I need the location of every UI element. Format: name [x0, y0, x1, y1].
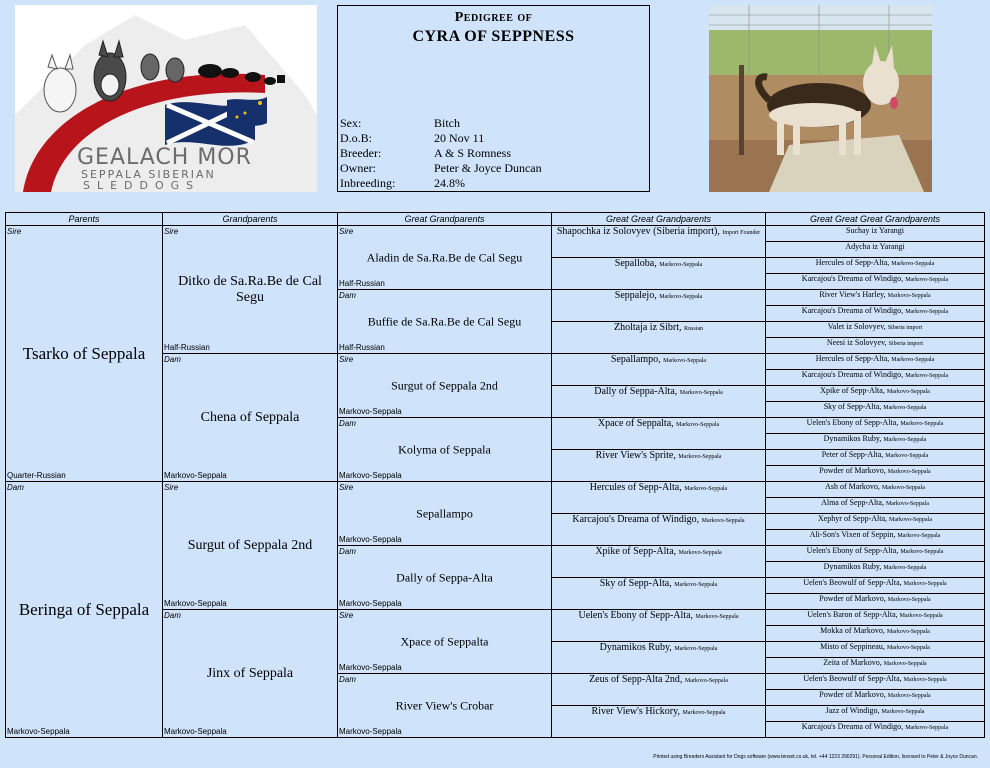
- breed-label: Markovo-Seppala: [899, 613, 943, 619]
- breed-label: Markovo-Seppala: [339, 471, 402, 480]
- dog-name: Karcajou's Dreama of Windigo,: [572, 514, 700, 525]
- breed-label: Markovo-Seppala: [891, 357, 935, 363]
- dog-name: Xpace of Seppalta,: [597, 418, 674, 429]
- dog-name: Sepallampo,: [610, 354, 661, 365]
- table-row: [6, 482, 985, 498]
- detail-value: Peter & Joyce Duncan: [434, 161, 542, 175]
- breed-label: Markovo-Seppala: [887, 469, 931, 475]
- breed-label: Markovo-Seppala: [887, 293, 931, 299]
- role-label: Dam: [7, 483, 24, 492]
- dog-name: Uelen's Ebony of Sepp-Alta,: [578, 610, 694, 621]
- dog-photo: [709, 5, 932, 192]
- ggg-grandparent-cell: [766, 322, 985, 338]
- ggg-grandparent-cell: [766, 338, 985, 354]
- dog-name: Xpace of Seppalta: [400, 634, 489, 648]
- great-grandparent-cell: [338, 290, 552, 354]
- dog-name: Hercules of Sepp-Alta,: [589, 482, 682, 493]
- dog-name: Buffie de Sa.Ra.Be de Cal Segu: [367, 314, 522, 328]
- ggg-grandparent-cell: [766, 482, 985, 498]
- breed-label: Markovo-Seppala: [659, 294, 703, 300]
- gg-grandparent-cell: [552, 418, 766, 450]
- grandparent-cell: [163, 226, 338, 354]
- breed-label: Markovo-Seppala: [676, 422, 720, 428]
- breed-label: Half-Russian: [164, 343, 210, 352]
- breed-label: Markovo-Seppala: [881, 709, 925, 715]
- dog-name: Ditko de Sa.Ra.Be de Cal Segu: [178, 273, 322, 305]
- ggg-grandparent-cell: [766, 562, 985, 578]
- kennel-logo: [15, 5, 317, 192]
- gg-grandparent-cell: [552, 354, 766, 386]
- breed-label: Markovo-Seppala: [678, 550, 722, 556]
- dog-name: Zholtaja iz Sibrt,: [613, 322, 682, 333]
- breed-label: Markovo-Seppala: [164, 599, 227, 608]
- breed-label: Markovo-Seppala: [887, 693, 931, 699]
- ggg-grandparent-cell: [766, 226, 985, 242]
- breed-label: Markovo-Seppala: [164, 727, 227, 736]
- detail-key: Owner:: [340, 161, 376, 175]
- breed-label: Markovo-Seppala: [905, 277, 949, 283]
- detail-key: Sex:: [340, 116, 362, 130]
- breed-label: Markovo-Seppala: [897, 533, 941, 539]
- breed-label: Import Founder: [722, 230, 761, 236]
- dog-name: Mokka of Markovo,: [820, 626, 885, 635]
- dog-name: Ali-Son's Vixen of Seppin,: [809, 530, 896, 539]
- gg-grandparent-cell: [552, 514, 766, 546]
- dog-name: Sky of Sepp-Alta,: [823, 402, 882, 411]
- ggg-grandparent-cell: [766, 498, 985, 514]
- footer-note: Printed using Breeders Assistant for Dogs software (www.tenset.co.uk, tel. +44 1223 290291). Personal Edition, licensed to Peter & Joyce Duncan.: [653, 754, 978, 760]
- breed-label: Markovo-Seppala: [891, 261, 935, 267]
- ggg-grandparent-cell: [766, 626, 985, 642]
- dog-name: Alma of Sepp-Alta,: [821, 498, 884, 507]
- role-label: Sire: [339, 611, 354, 620]
- breed-label: Markovo-Seppala: [682, 710, 726, 716]
- detail-key: Inbreeding:: [340, 176, 396, 190]
- dog-name: Jazz of Windigo,: [825, 706, 880, 715]
- breed-label: Markovo-Seppala: [679, 390, 723, 396]
- gg-grandparent-cell: [552, 482, 766, 514]
- breed-label: Markovo-Seppala: [905, 725, 949, 731]
- breed-label: Markovo-Seppala: [900, 421, 944, 427]
- ggg-grandparent-cell: [766, 434, 985, 450]
- role-label: Sire: [339, 355, 354, 364]
- dog-photo-graphic: [709, 5, 932, 192]
- dog-name: Sepallampo: [416, 506, 473, 520]
- detail-row: [340, 176, 542, 191]
- dog-name: Ash of Markovo,: [825, 482, 880, 491]
- dog-name: Karcajou's Dreama of Windigo,: [801, 370, 904, 379]
- breed-label: Quarter-Russian: [7, 471, 66, 480]
- gg-grandparent-cell: [552, 258, 766, 290]
- breed-label: Siberia import: [888, 341, 924, 347]
- gg-grandparent-cell: [552, 706, 766, 738]
- breed-label: Markovo-Seppala: [678, 454, 722, 460]
- breed-label: Half-Russian: [339, 343, 385, 352]
- header-ggg-grandparents: Great Great Great Grandparents: [766, 213, 985, 226]
- role-label: Dam: [339, 675, 356, 684]
- detail-row: [340, 161, 542, 176]
- dog-name: Karcajou's Dreama of Windigo,: [801, 722, 904, 731]
- breed-label: Markovo-Seppala: [886, 389, 930, 395]
- breed-label: Markovo-Seppala: [339, 535, 402, 544]
- pedigree-body: [6, 226, 985, 738]
- ggg-grandparent-cell: [766, 578, 985, 594]
- breed-label: Markovo-Seppala: [885, 501, 929, 507]
- dog-name: Uelen's Baron of Sepp-Alta,: [807, 610, 898, 619]
- ggg-grandparent-cell: [766, 610, 985, 626]
- breed-label: Markovo-Seppala: [695, 614, 739, 620]
- ggg-grandparent-cell: [766, 258, 985, 274]
- gg-grandparent-cell: [552, 290, 766, 322]
- gg-grandparent-cell: [552, 226, 766, 258]
- breed-label: Markovo-Seppala: [900, 549, 944, 555]
- ggg-grandparent-cell: [766, 242, 985, 258]
- ggg-grandparent-cell: [766, 354, 985, 370]
- role-label: Dam: [164, 611, 181, 620]
- breed-label: Markovo-Seppala: [883, 437, 927, 443]
- detail-key: D.o.B:: [340, 131, 373, 145]
- breed-label: Markovo-Seppala: [887, 597, 931, 603]
- breed-label: Markovo-Seppala: [684, 486, 728, 492]
- ggg-grandparent-cell: [766, 418, 985, 434]
- breed-label: Markovo-Seppala: [339, 727, 402, 736]
- dog-name: Xpike of Sepp-Alta,: [595, 546, 677, 557]
- dog-name: Peter of Sepp-Alta,: [821, 450, 884, 459]
- dog-name: River View's Hickory,: [591, 706, 680, 717]
- breed-label: Markovo-Seppala: [701, 518, 745, 524]
- great-grandparent-cell: [338, 610, 552, 674]
- dog-name: Uelen's Beowulf of Sepp-Alta,: [803, 578, 902, 587]
- role-label: Dam: [164, 355, 181, 364]
- great-grandparent-cell: [338, 418, 552, 482]
- breed-label: Markovo-Seppala: [886, 629, 930, 635]
- header-parents: Parents: [6, 213, 163, 226]
- dog-name: Dynamikos Ruby,: [599, 642, 672, 653]
- logo-line-3: SLEDDOGS: [83, 179, 201, 192]
- role-label: Dam: [339, 291, 356, 300]
- dog-name: Uelen's Ebony of Sepp-Alta,: [806, 418, 899, 427]
- dog-name: Chena of Seppala: [200, 409, 300, 425]
- ggg-grandparent-cell: [766, 690, 985, 706]
- dog-name: River View's Sprite,: [595, 450, 676, 461]
- ggg-grandparent-cell: [766, 386, 985, 402]
- dog-name: Powder of Markovo,: [819, 594, 886, 603]
- breed-label: Markovo-Seppala: [339, 599, 402, 608]
- breed-label: Markovo-Seppala: [885, 453, 929, 459]
- breed-label: Markovo-Seppala: [881, 485, 925, 491]
- breed-label: Markovo-Seppala: [164, 471, 227, 480]
- dog-name: Beringa of Seppala: [18, 599, 150, 619]
- breed-label: Russian: [683, 326, 703, 332]
- detail-row: [340, 146, 542, 161]
- grandparent-cell: [163, 354, 338, 482]
- dog-details: [340, 116, 542, 191]
- detail-row: [340, 131, 542, 146]
- role-label: Sire: [164, 483, 179, 492]
- breed-label: Markovo-Seppala: [659, 262, 703, 268]
- dog-name: Dynamikos Ruby,: [823, 434, 882, 443]
- dog-name: Surgut of Seppala 2nd: [187, 537, 313, 553]
- breed-label: Markovo-Seppala: [903, 677, 947, 683]
- dog-name: Dally of Seppa-Alta: [396, 570, 493, 584]
- dog-name: River View's Crobar: [395, 698, 494, 712]
- detail-value: Bitch: [434, 116, 460, 130]
- detail-row: [340, 116, 542, 131]
- gg-grandparent-cell: [552, 386, 766, 418]
- breed-label: Markovo-Seppala: [883, 565, 927, 571]
- ggg-grandparent-cell: [766, 706, 985, 722]
- header-grandparents: Grandparents: [163, 213, 338, 226]
- breed-label: Markovo-Seppala: [903, 581, 947, 587]
- breed-label: Siberia import: [887, 325, 923, 331]
- logo-line-1: GEALACH MOR: [77, 145, 252, 170]
- gg-grandparent-cell: [552, 610, 766, 642]
- table-header-row: [6, 213, 985, 226]
- dog-name: Misto of Seppineau,: [820, 642, 885, 651]
- table-row: [6, 226, 985, 242]
- ggg-grandparent-cell: [766, 546, 985, 562]
- ggg-grandparent-cell: [766, 514, 985, 530]
- ggg-grandparent-cell: [766, 674, 985, 690]
- dog-name: Uelen's Beowulf of Sepp-Alta,: [803, 674, 902, 683]
- ggg-grandparent-cell: [766, 466, 985, 482]
- ggg-grandparent-cell: [766, 290, 985, 306]
- breed-label: Markovo-Seppala: [674, 582, 718, 588]
- role-label: Dam: [339, 419, 356, 428]
- dog-name: Aladin de Sa.Ra.Be de Cal Segu: [366, 250, 523, 264]
- header-great-grandparents: Great Grandparents: [338, 213, 552, 226]
- header-gg-grandparents: Great Great Grandparents: [552, 213, 766, 226]
- detail-value: 20 Nov 11: [434, 131, 485, 145]
- breed-label: Markovo-Seppala: [339, 663, 402, 672]
- dog-name: Zeus of Sepp-Alta 2nd,: [589, 674, 683, 685]
- gg-grandparent-cell: [552, 450, 766, 482]
- ggg-grandparent-cell: [766, 722, 985, 738]
- dog-name: Tsarko of Seppala: [22, 343, 146, 363]
- breed-label: Markovo-Seppala: [339, 407, 402, 416]
- ggg-grandparent-cell: [766, 642, 985, 658]
- role-label: Sire: [339, 483, 354, 492]
- dog-name: Hercules of Sepp-Alta,: [815, 258, 890, 267]
- role-label: Sire: [164, 227, 179, 236]
- ggg-grandparent-cell: [766, 658, 985, 674]
- ggg-grandparent-cell: [766, 306, 985, 322]
- dog-name: Karcajou's Dreama of Windigo,: [801, 274, 904, 283]
- great-grandparent-cell: [338, 482, 552, 546]
- parent-cell: [6, 482, 163, 738]
- gg-grandparent-cell: [552, 642, 766, 674]
- ggg-grandparent-cell: [766, 370, 985, 386]
- breed-label: Markovo-Seppala: [905, 309, 949, 315]
- great-grandparent-cell: [338, 674, 552, 738]
- parent-cell: [6, 226, 163, 482]
- breed-label: Markovo-Seppala: [905, 373, 949, 379]
- role-label: Dam: [339, 547, 356, 556]
- gg-grandparent-cell: [552, 674, 766, 706]
- logo-line-2: SEPPALA SIBERIAN: [81, 168, 216, 181]
- dog-name: Xephyr of Sepp-Alta,: [817, 514, 888, 523]
- detail-key: Breeder:: [340, 146, 382, 160]
- breed-label: Markovo-Seppala: [674, 646, 718, 652]
- dog-name: Powder of Markovo,: [819, 466, 886, 475]
- dog-name: Karcajou's Dreama of Windigo,: [801, 306, 904, 315]
- breed-label: Markovo-Seppala: [684, 678, 728, 684]
- dog-name: Kolyma of Seppala: [398, 442, 491, 456]
- dog-name: Valet iz Solovyev,: [827, 322, 886, 331]
- dog-name: Uelen's Ebony of Sepp-Alta,: [806, 546, 899, 555]
- breed-label: Half-Russian: [339, 279, 385, 288]
- dog-name: Dynamikos Ruby,: [823, 562, 882, 571]
- dog-name: Suchay iz Yarangi: [846, 226, 904, 235]
- detail-value: A & S Romness: [434, 146, 512, 160]
- gg-grandparent-cell: [552, 546, 766, 578]
- great-grandparent-cell: [338, 354, 552, 418]
- pedigree-table: [5, 212, 985, 738]
- role-label: Sire: [339, 227, 354, 236]
- gg-grandparent-cell: [552, 322, 766, 354]
- breed-label: Markovo-Seppala: [883, 661, 927, 667]
- great-grandparent-cell: [338, 546, 552, 610]
- pedigree-header: [337, 5, 650, 192]
- pedigree-title: Pedigree of: [454, 10, 533, 25]
- gg-grandparent-cell: [552, 578, 766, 610]
- breed-label: Markovo-Seppala: [889, 517, 933, 523]
- great-grandparent-cell: [338, 226, 552, 290]
- dog-name: Sepalloba,: [614, 258, 657, 269]
- breed-label: Markovo-Seppala: [7, 727, 70, 736]
- grandparent-cell: [163, 610, 338, 738]
- dog-name: Dally of Seppa-Alta,: [594, 386, 678, 397]
- ggg-grandparent-cell: [766, 402, 985, 418]
- ggg-grandparent-cell: [766, 594, 985, 610]
- breed-label: Markovo-Seppala: [886, 645, 930, 651]
- ggg-grandparent-cell: [766, 274, 985, 290]
- dog-name: Neesi iz Solovyev,: [826, 338, 887, 347]
- grandparent-cell: [163, 482, 338, 610]
- breed-label: Markovo-Seppala: [663, 358, 707, 364]
- detail-value: 24.8%: [434, 176, 465, 190]
- dog-name-title: CYRA OF SEPPNESS: [412, 28, 575, 45]
- dog-name: River View's Harley,: [819, 290, 886, 299]
- dog-name: Adycha iz Yarangi: [845, 242, 905, 251]
- dog-name: Zeita of Markovo,: [823, 658, 882, 667]
- dog-name: Hercules of Sepp-Alta,: [815, 354, 890, 363]
- dog-name: Powder of Markovo,: [819, 690, 886, 699]
- dog-name: Surgut of Seppala 2nd: [391, 378, 498, 392]
- dog-name: Seppalejo,: [614, 290, 657, 301]
- dog-name: Jinx of Seppala: [206, 665, 294, 681]
- ggg-grandparent-cell: [766, 450, 985, 466]
- dog-name: Xpike of Sepp-Alta,: [820, 386, 885, 395]
- role-label: Sire: [7, 227, 22, 236]
- breed-label: Markovo-Seppala: [883, 405, 927, 411]
- dog-name: Shapochka iz Solovyev (Siberia import),: [556, 226, 720, 237]
- ggg-grandparent-cell: [766, 530, 985, 546]
- dog-name: Sky of Sepp-Alta,: [599, 578, 672, 589]
